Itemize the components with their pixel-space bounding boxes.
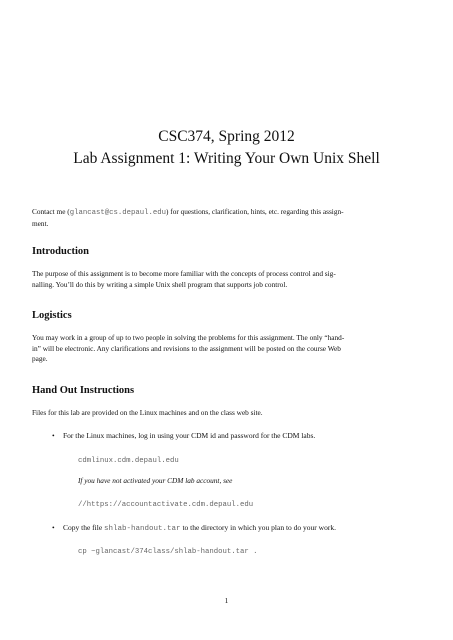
handout-heading: Hand Out Instructions <box>32 385 135 396</box>
bullet-2-dot: • <box>52 523 55 532</box>
logistics-heading: Logistics <box>32 310 72 321</box>
introduction-line1: The purpose of this assignment is to become more familiar with the concepts of process control and sig- <box>32 269 336 278</box>
page-number: 1 <box>224 596 229 605</box>
logistics-line3: page. <box>32 354 48 363</box>
copy-command: cp ~glancast/374class/shlab-handout.tar . <box>78 548 258 556</box>
activation-note: If you have not activated your CDM lab account, see <box>78 476 233 485</box>
contact-suffix: ) for questions, clarification, hints, etc. regarding this assign- <box>166 207 344 216</box>
activation-url-link[interactable]: //https://accountactivate.cdm.depaul.edu <box>78 501 254 509</box>
contact-paragraph <box>32 207 417 229</box>
handout-intro: Files for this lab are provided on the Linux machines and on the class web site. <box>32 408 263 417</box>
logistics-line1: You may work in a group of up to two people in solving the problems for this assignment. The only “hand- <box>32 333 345 342</box>
bullet-1-text: For the Linux machines, log in using your CDM id and password for the CDM labs. <box>63 431 316 440</box>
logistics-paragraph <box>32 333 417 365</box>
title-line-2: Lab Assignment 1: Writing Your Own Unix Shell <box>73 150 380 167</box>
bullet-1-dot: • <box>52 431 55 440</box>
introduction-paragraph <box>32 269 417 290</box>
introduction-heading: Introduction <box>32 246 89 257</box>
title-line-1: CSC374, Spring 2012 <box>158 128 295 145</box>
host-name: cdmlinux.cdm.depaul.edu <box>78 457 179 465</box>
bullet-2-text <box>63 523 336 534</box>
bullet-2-prefix: Copy the file <box>63 523 105 532</box>
bullet-2-suffix: to the directory in which you plan to do your work. <box>180 523 336 532</box>
contact-line2: ment. <box>32 218 49 228</box>
contact-prefix: Contact me ( <box>32 207 70 216</box>
logistics-line2: in” will be electronic. Any clarifications and revisions to the assignment will be posted on the course Web <box>32 343 341 353</box>
bullet-2-file: shlab-handout.tar <box>104 525 181 533</box>
contact-email-link[interactable]: glancast@cs.depaul.edu <box>69 209 167 217</box>
introduction-line2: nalling. You’ll do this by writing a simple Unix shell program that supports job control. <box>32 279 288 289</box>
